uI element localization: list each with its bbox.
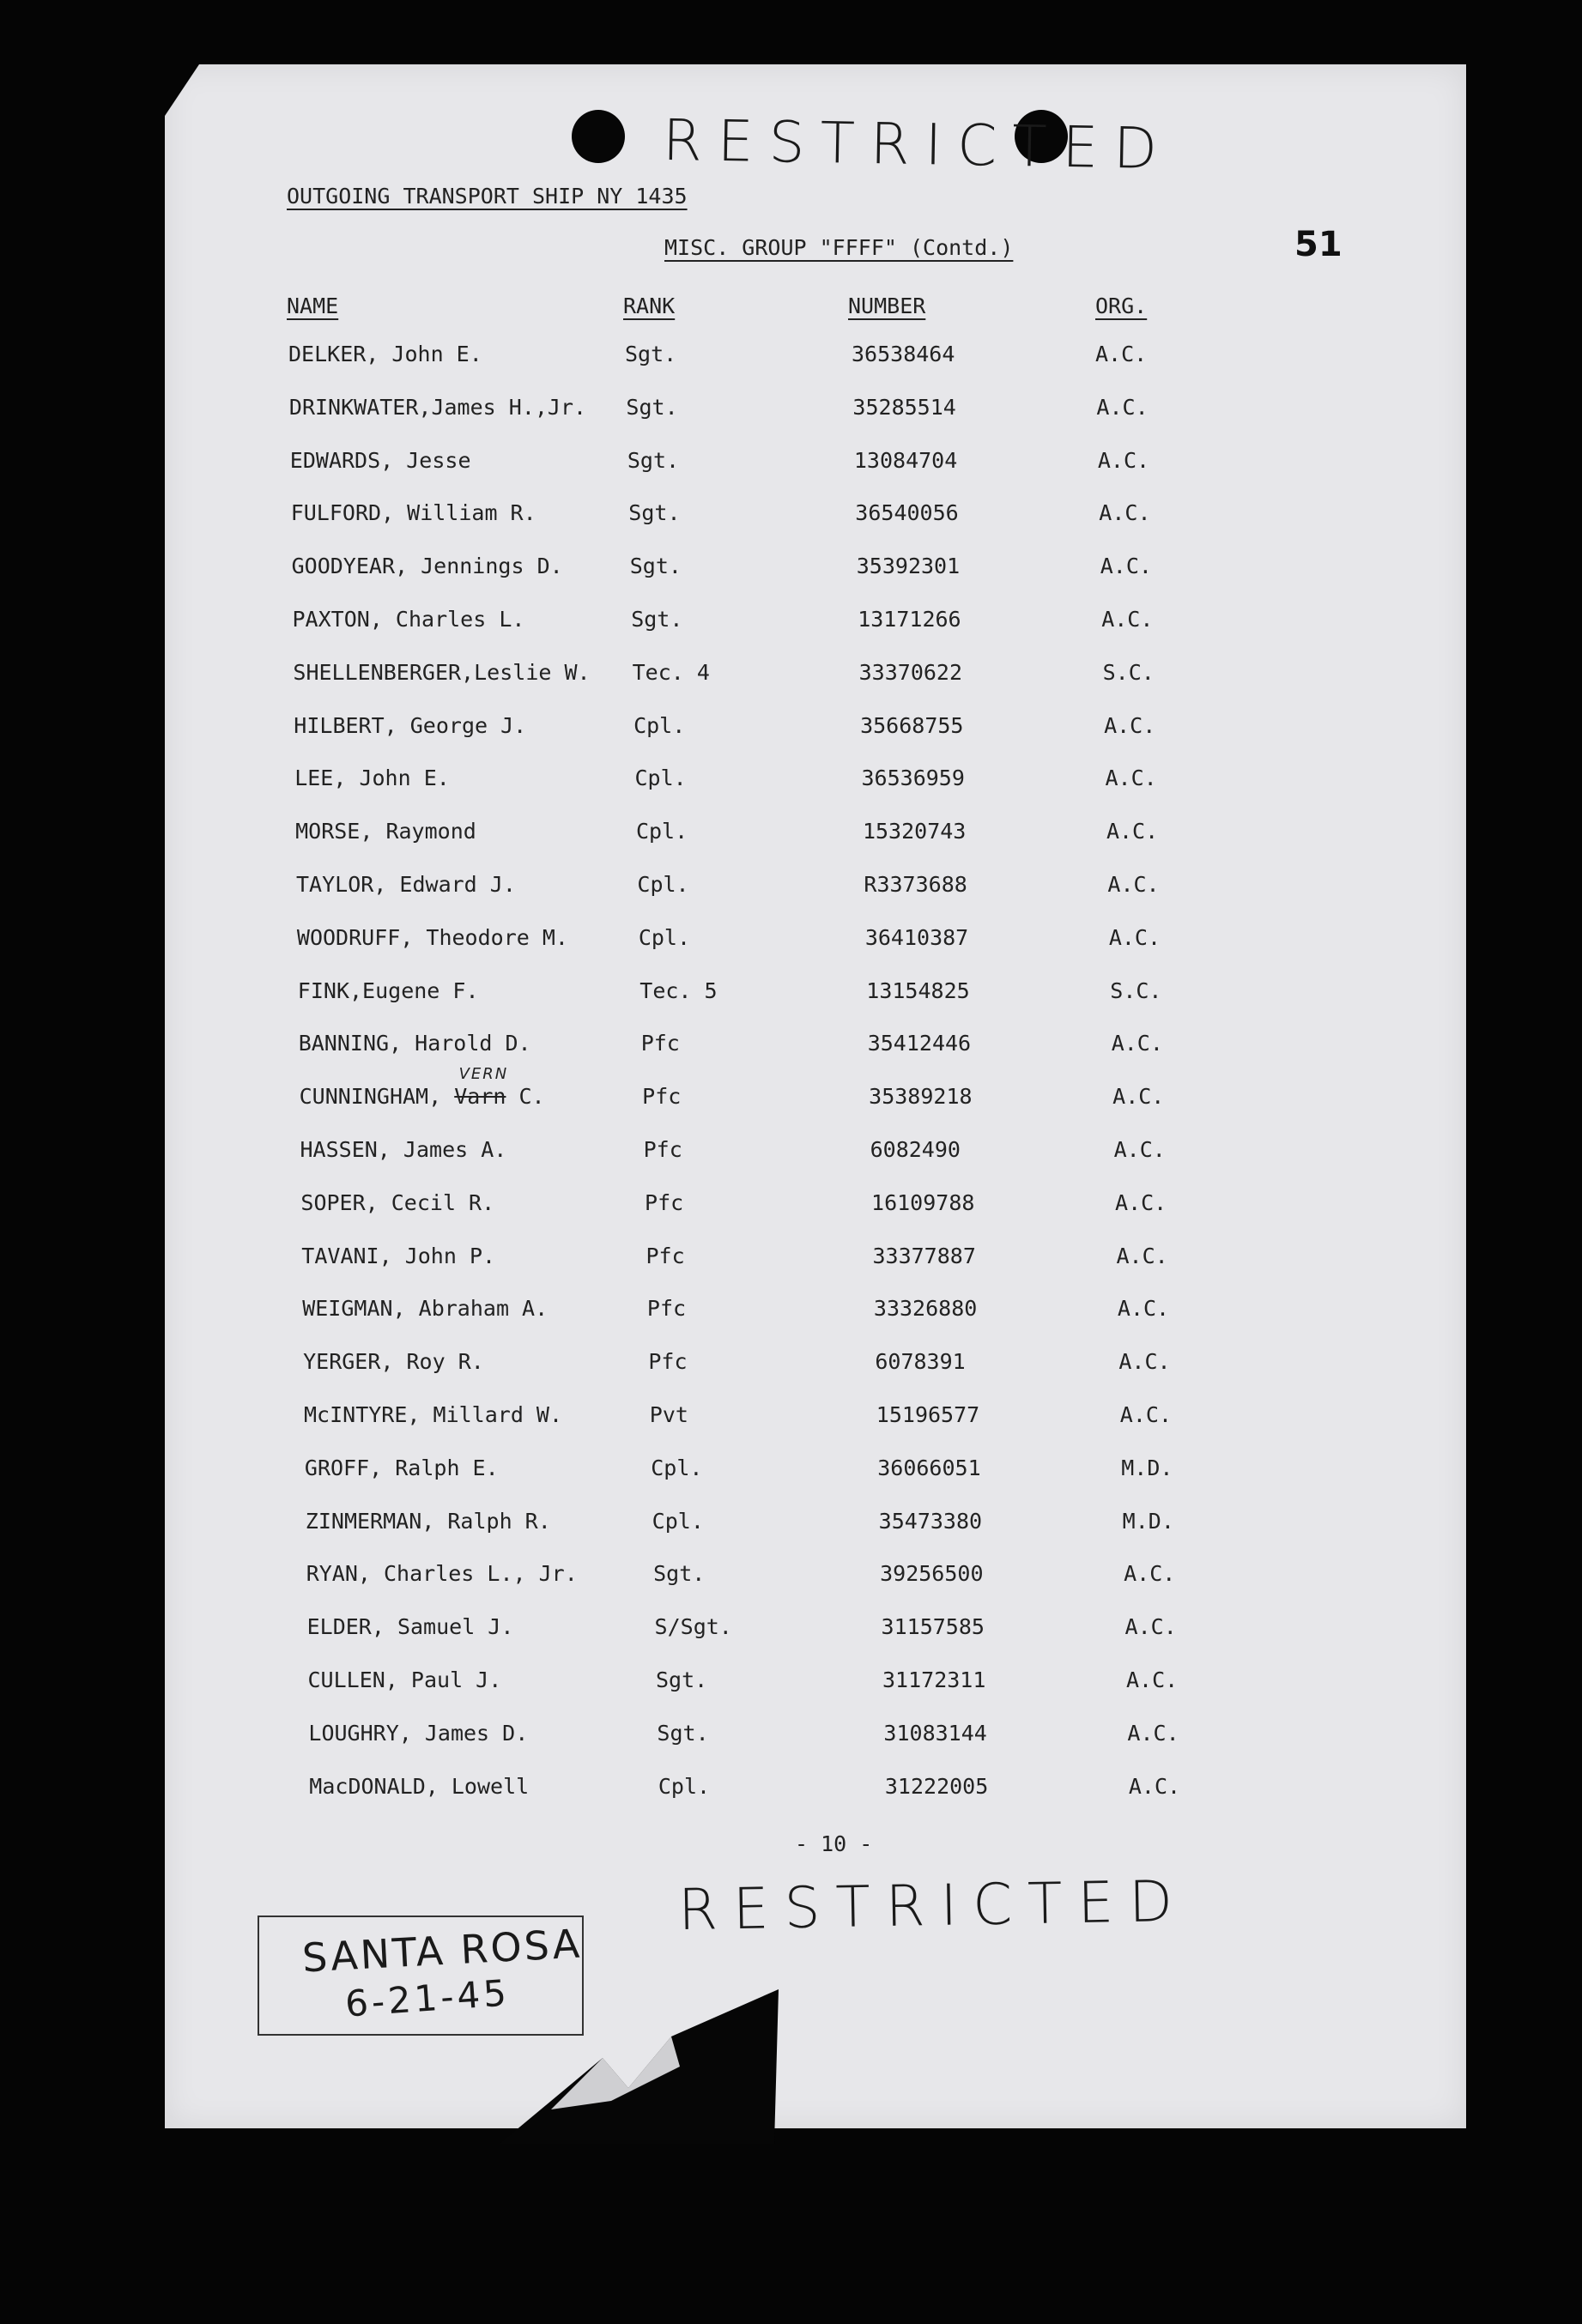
cell-name: ELDER, Samuel J. [306,1614,514,1639]
handwritten-location: SANTA ROSA [300,1920,584,1982]
cell-number: 6082490 [870,1137,961,1162]
table-row [299,1031,1260,1065]
header-number: NUMBER [848,294,926,318]
cell-org: A.C. [1119,1402,1173,1427]
cell-rank: Sgt. [653,1561,706,1586]
cell-name: McINTYRE, Millard W. [304,1402,563,1427]
cell-rank: Pfc [648,1349,688,1374]
table-row [299,1065,1261,1118]
cell-org: A.C. [1117,1296,1170,1321]
table-row [290,448,1252,482]
table-row [297,925,1258,959]
cell-org: A.C. [1112,1084,1165,1109]
cell-org: A.C. [1108,925,1161,950]
table-row [296,872,1258,906]
cell-org: A.C. [1100,554,1152,578]
cell-name: MacDONALD, Lowell [309,1774,530,1799]
cell-rank: Pfc [642,1084,682,1109]
table-row [305,1456,1266,1490]
cell-org: M.D. [1122,1509,1174,1534]
cell-number: 31172311 [882,1667,986,1692]
cell-name: FULFORD, William R. [290,500,536,525]
cell-number: 33370622 [858,660,963,685]
table-row [303,1349,1264,1383]
cell-org: A.C. [1107,872,1160,897]
cell-number: 36536959 [861,766,965,790]
cell-rank: Cpl. [652,1509,704,1534]
cell-rank: Sgt. [656,1667,708,1692]
cell-org: A.C. [1111,1031,1163,1056]
table-row [309,1774,1270,1808]
cell-name-suffix: C. [506,1084,545,1109]
cell-name: MORSE, Raymond [295,819,476,844]
torn-corner [165,64,199,116]
cell-number: R3373688 [864,872,967,897]
cell-rank: Pfc [645,1190,684,1215]
cell-rank: Pfc [643,1137,682,1162]
cell-number: 35392301 [856,554,961,578]
cell-org: A.C. [1126,1667,1179,1692]
table-row [291,500,1252,535]
cell-org: A.C. [1096,395,1149,420]
cell-org: A.C. [1097,448,1150,473]
column-headers [287,294,1231,328]
cell-name: LOUGHRY, James D. [308,1721,529,1746]
cell-rank: Sgt. [626,395,678,420]
cell-number: 36538464 [852,342,955,366]
cell-org: A.C. [1124,1561,1176,1586]
table-row [307,1614,1269,1649]
cell-number: 15196577 [876,1402,980,1427]
cell-name-prefix: CUNNINGHAM, [299,1084,455,1109]
cell-number: 15320743 [862,819,967,844]
cell-number: 33377887 [872,1244,976,1268]
cell-name: YERGER, Roy R. [303,1349,484,1374]
cell-org: A.C. [1116,1244,1168,1268]
cell-name: CULLEN, Paul J. [307,1667,502,1692]
cell-rank: Sgt. [629,554,682,578]
cell-rank: Cpl. [638,925,691,950]
cell-name: BANNING, Harold D. [298,1031,531,1056]
cell-org: A.C. [1127,1721,1179,1746]
table-row [288,342,1250,376]
table-row [300,1190,1262,1225]
cell-name: PAXTON, Charles L. [292,607,525,632]
cell-name: ZINMERMAN, Ralph R. [305,1509,551,1534]
cell-number: 31157585 [881,1614,985,1639]
table-row [304,1402,1265,1437]
cell-number: 36066051 [877,1456,981,1480]
table-row [306,1509,1267,1543]
cell-org: A.C. [1115,1190,1167,1215]
cell-name: TAYLOR, Edward J. [296,872,516,897]
cell-org: A.C. [1124,1614,1177,1639]
cell-name: EDWARDS, Jesse [289,448,471,473]
cell-number: 35668755 [860,713,964,738]
table-row [294,713,1255,747]
table-row [293,660,1254,694]
torn-paper-edge [500,1989,800,2144]
cell-number: 6078391 [875,1349,966,1374]
cell-number: 13171266 [858,607,961,632]
cell-org: A.C. [1105,766,1157,790]
cell-name: HILBERT, George J. [294,713,527,738]
cell-name: DRINKWATER,James H.,Jr. [288,395,587,420]
table-row [308,1721,1270,1755]
cell-rank: Pfc [646,1296,687,1321]
cell-number: 16109788 [871,1190,975,1215]
cell-number: 13084704 [853,448,958,473]
table-row [289,395,1251,429]
cell-rank: Sgt. [628,500,681,525]
cell-name: FINK,Eugene F. [297,978,479,1003]
header-name: NAME [287,294,339,318]
table-row [295,819,1257,853]
table-row [301,1244,1263,1278]
cell-org: A.C. [1095,342,1148,366]
cell-rank: Cpl. [658,1774,711,1799]
cell-org: A.C. [1118,1349,1171,1374]
cell-rank: Cpl. [635,819,688,844]
table-row [292,554,1253,588]
cell-name: SOPER, Cecil R. [300,1190,495,1215]
ship-title: OUTGOING TRANSPORT SHIP NY 1435 [287,184,688,209]
cell-name: GOODYEAR, Jennings D. [291,554,563,578]
cell-rank: Sgt. [627,448,680,473]
cell-rank: Pfc [640,1031,680,1056]
cell-org: S.C. [1102,660,1155,685]
cell-rank: Sgt. [631,607,683,632]
cell-name: SHELLENBERGER,Leslie W. [293,660,591,685]
cell-rank: Tec. 4 [632,660,710,685]
table-row [293,607,1254,641]
cell-rank: Sgt. [657,1721,709,1746]
restricted-stamp-top: RESTRICTED [662,106,1173,183]
cell-org: S.C. [1110,978,1162,1003]
cell-rank: Cpl. [633,713,686,738]
header-org: ORG. [1095,294,1148,318]
table-row [308,1667,1270,1702]
cell-rank: Cpl. [634,766,687,790]
cell-org: A.C. [1104,713,1156,738]
header-rank: RANK [623,294,676,318]
cell-number: 35412446 [867,1031,972,1056]
restricted-stamp-bottom: RESTRICTED [677,1867,1189,1944]
cell-rank: Cpl. [651,1456,703,1480]
cell-org: A.C. [1128,1774,1181,1799]
table-row [298,978,1259,1013]
cell-number: 13154825 [866,978,970,1003]
handwritten-date: 6-21-45 [343,1971,512,2025]
page-footer: - 10 - [795,1831,873,1856]
table-row [306,1561,1268,1595]
cell-org: A.C. [1113,1137,1166,1162]
cell-name: RYAN, Charles L., Jr. [306,1561,578,1586]
cell-number: 31083144 [883,1721,987,1746]
cell-org: M.D. [1121,1456,1173,1480]
cell-name: WEIGMAN, Abraham A. [302,1296,549,1321]
cell-org: A.C. [1099,500,1151,525]
cell-rank: Pvt [649,1402,688,1427]
cell-rank: S/Sgt. [654,1614,732,1639]
punch-hole-left [572,110,625,163]
cell-rank: Pfc [646,1244,685,1268]
cell-number: 39256500 [880,1561,984,1586]
cell-org: A.C. [1106,819,1159,844]
cell-name [299,1065,545,1109]
cell-rank: Cpl. [637,872,689,897]
cell-name: TAVANI, John P. [301,1244,496,1268]
cell-number: 31222005 [884,1774,989,1799]
struck-name: Varn [454,1084,506,1109]
cell-number: 33326880 [873,1296,978,1321]
group-title: MISC. GROUP "FFFF" (Contd.) [664,235,1014,260]
cell-rank: Sgt. [625,342,677,366]
handwritten-correction: VERN [458,1065,509,1083]
page-number-stamp: 51 [1294,225,1343,264]
cell-name: HASSEN, James A. [300,1137,507,1162]
cell-number: 36410387 [864,925,969,950]
cell-name: GROFF, Ralph E. [304,1456,499,1480]
table-row [300,1137,1262,1171]
table-row [294,766,1256,800]
cell-number: 36540056 [855,500,959,525]
cell-name: WOODRUFF, Theodore M. [296,925,568,950]
cell-number: 35473380 [878,1509,983,1534]
cell-name: LEE, John E. [294,766,450,790]
cell-number: 35389218 [869,1084,973,1109]
cell-name: DELKER, John E. [288,342,482,366]
cell-org: A.C. [1101,607,1154,632]
table-row [302,1296,1264,1330]
cell-rank: Tec. 5 [639,978,718,1003]
cell-number: 35285514 [852,395,956,420]
